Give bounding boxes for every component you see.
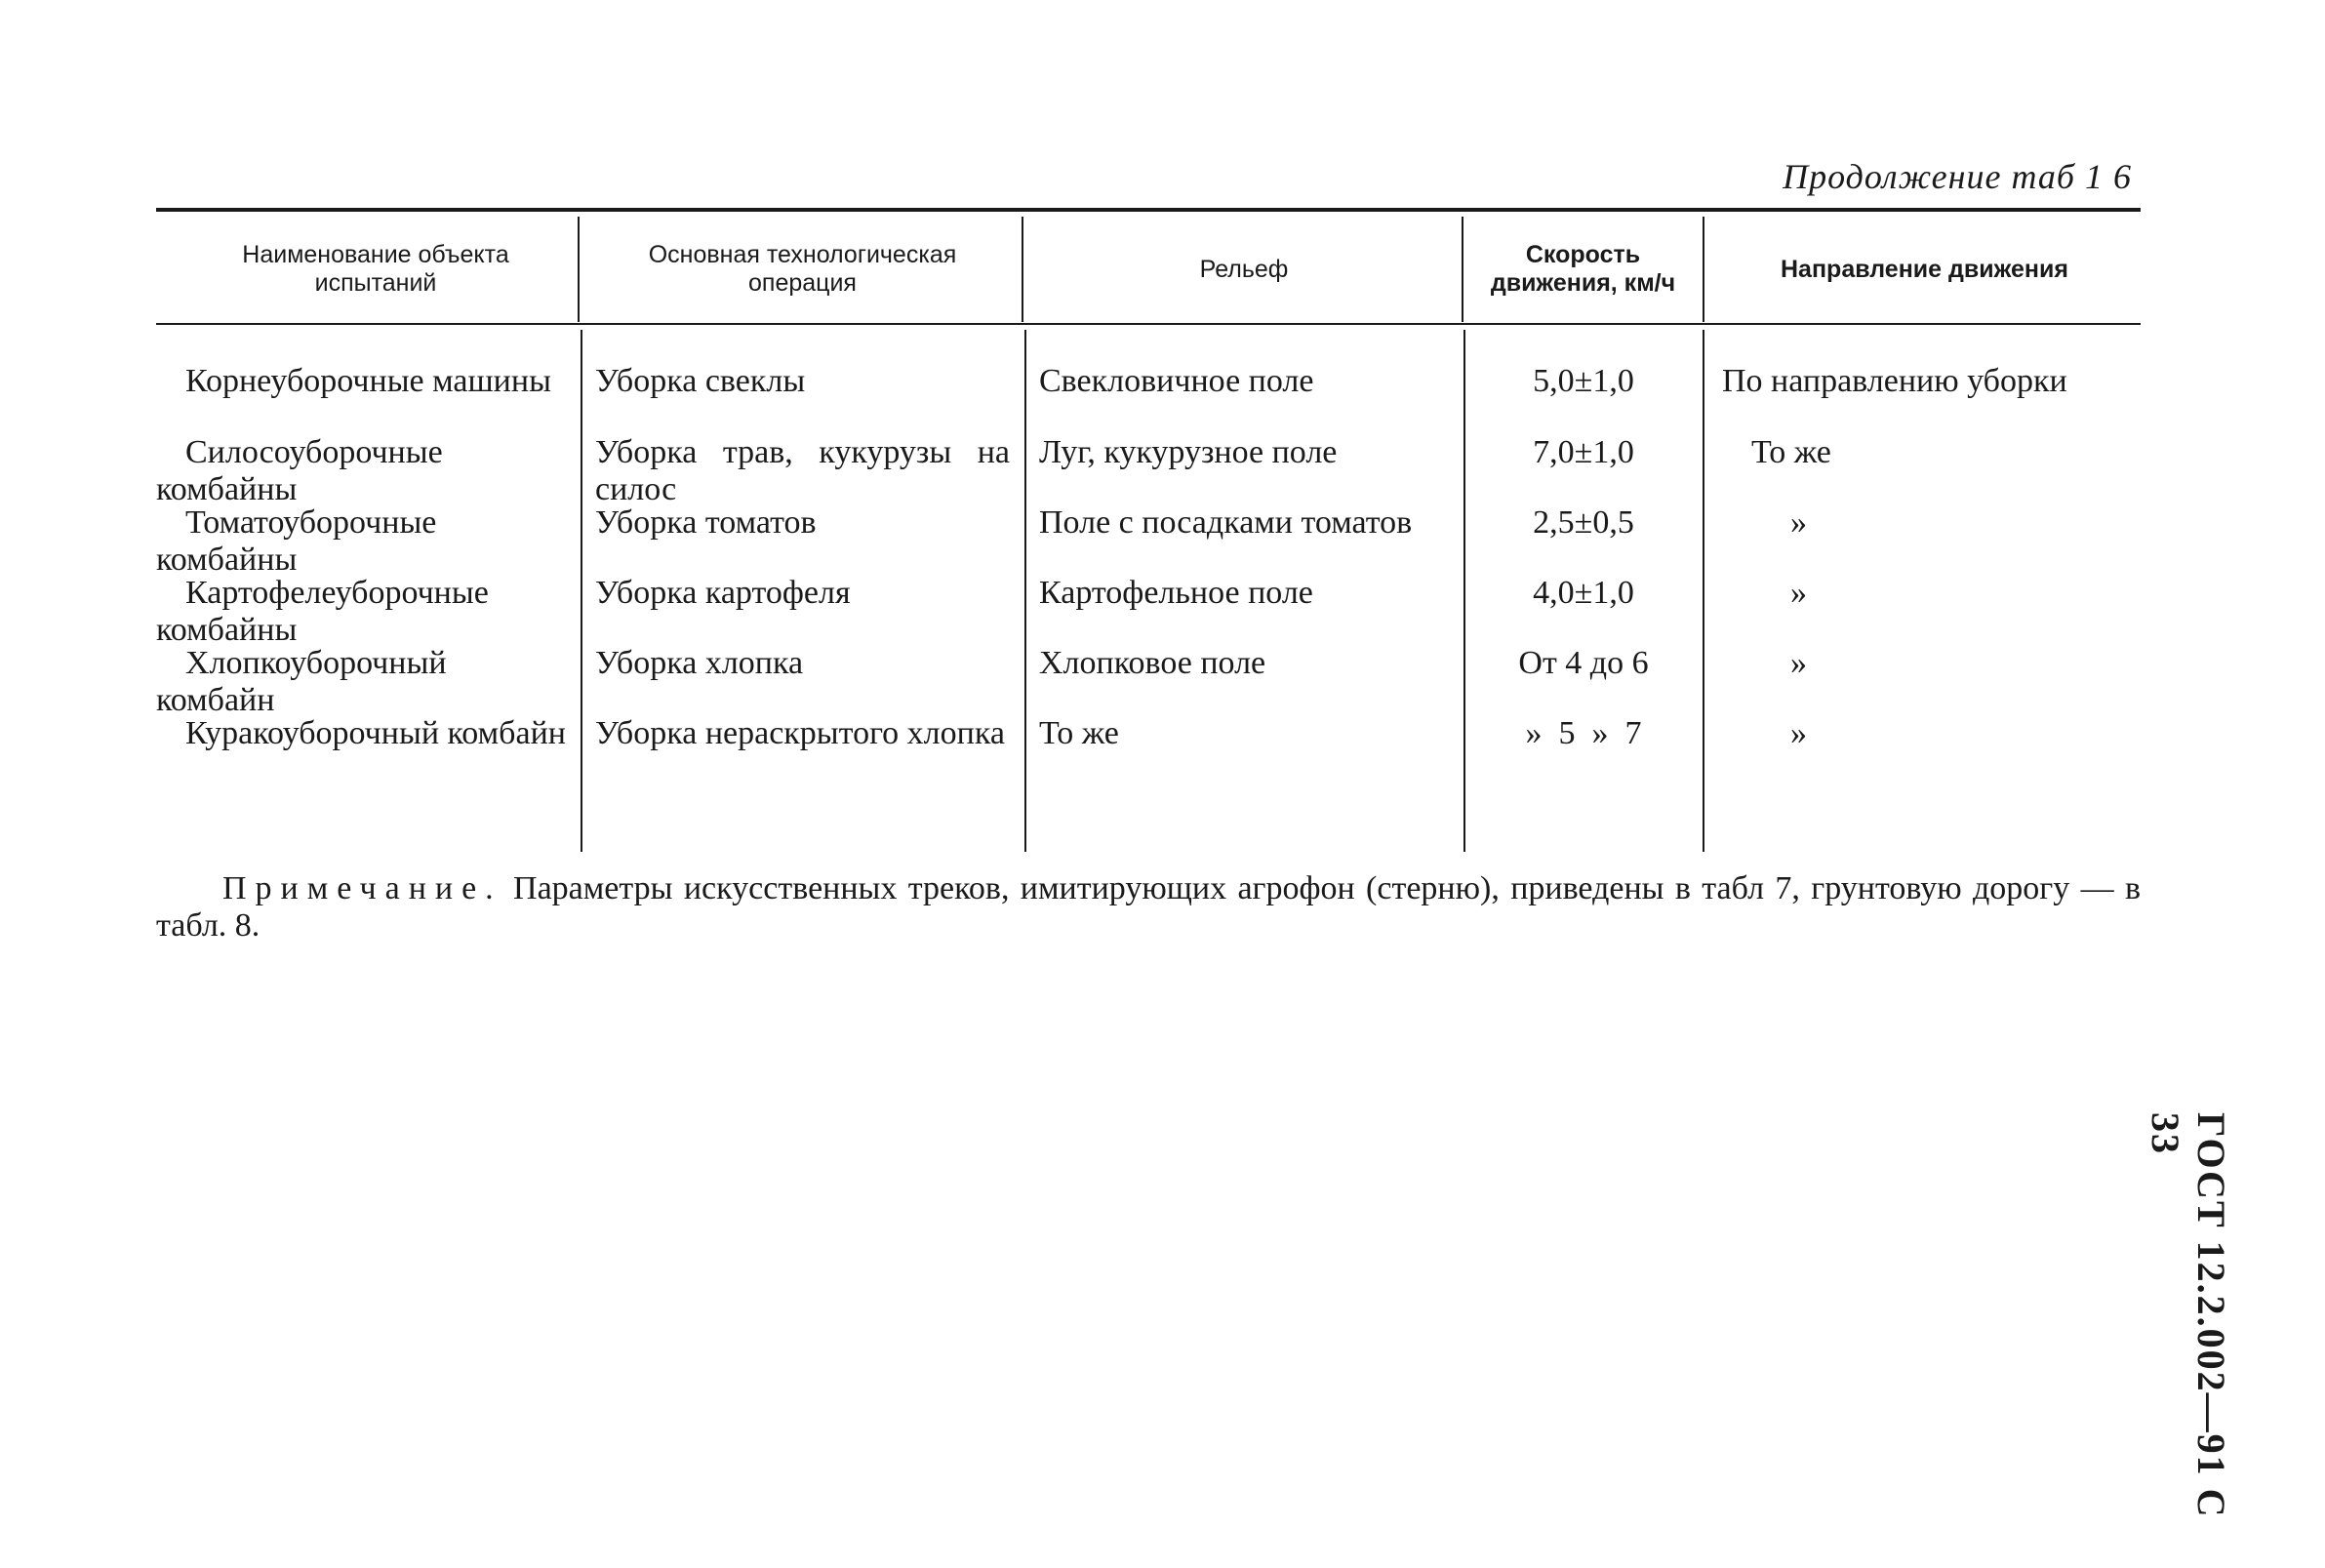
cell-object-name: Корнеуборочные машины	[185, 363, 551, 399]
header-bottom-rule	[156, 323, 2141, 325]
cell-speed: 2,5±0,5	[1533, 504, 1634, 541]
cell-relief: Поле с посадками томатов	[1039, 504, 1413, 541]
header-divider	[1462, 217, 1463, 322]
cell-operation: Уборка трав, кукурузы на силос	[595, 434, 1010, 507]
cell-direction: »	[1790, 575, 1807, 611]
header-divider	[578, 217, 580, 322]
cell-speed: 5,0±1,0	[1533, 363, 1634, 399]
cell-relief: Картофельное поле	[1039, 575, 1313, 611]
cell-object-name: Томатоуборочные комбайны	[156, 504, 437, 578]
cell-direction: То же	[1751, 434, 1831, 470]
note-text: Параметры искусственных треков, имитирующих агрофон (стерню), приведены в табл 7, грунтовую дорогу — в табл. 8.	[156, 870, 2141, 944]
header-speed: Скорость движения, км/ч	[1490, 241, 1676, 297]
cell-operation: Уборка нераскрытого хлопка	[595, 715, 1005, 751]
cell-operation: Уборка свеклы	[595, 363, 806, 399]
cell-relief: Свекловичное поле	[1039, 363, 1314, 399]
table-note	[156, 870, 2141, 945]
cell-speed: » 5 » 7	[1525, 715, 1642, 751]
column-divider	[1024, 330, 1026, 852]
header-relief: Рельеф	[1199, 255, 1289, 283]
column-divider	[581, 330, 582, 852]
cell-relief: Хлопковое поле	[1039, 645, 1266, 681]
cell-operation: Уборка картофеля	[595, 575, 851, 611]
cell-object-name: Картофелеуборочные комбайны	[156, 575, 489, 648]
standard-page-label: ГОСТ 12.2.002—91 С 33	[2144, 1112, 2233, 1519]
cell-object-name: Куракоуборочный комбайн	[185, 715, 566, 751]
cell-object-name: Силосоуборочные комбайны	[156, 434, 443, 507]
cell-speed: 7,0±1,0	[1533, 434, 1634, 470]
table-top-rule	[156, 208, 2141, 212]
cell-direction: »	[1790, 645, 1807, 681]
cell-direction: По направлению уборки	[1722, 363, 2067, 399]
note-label: Примечание.	[222, 870, 502, 906]
table-continuation-caption: Продолжение таб 1 6	[1783, 157, 2132, 196]
column-divider	[1463, 330, 1465, 852]
header-divider	[1022, 217, 1023, 322]
header-object-name: Наименование объекта испытаний	[242, 241, 509, 297]
column-divider	[1703, 330, 1704, 852]
cell-speed: От 4 до 6	[1518, 645, 1649, 681]
cell-relief: Луг, кукурузное поле	[1039, 434, 1338, 470]
cell-operation: Уборка хлопка	[595, 645, 804, 681]
cell-object-name: Хлопкоуборочный комбайн	[156, 645, 447, 718]
cell-speed: 4,0±1,0	[1533, 575, 1634, 611]
header-divider	[1703, 217, 1704, 322]
header-direction: Направление движения	[1780, 255, 2068, 283]
cell-operation: Уборка томатов	[595, 504, 817, 541]
header-operation: Основная технологическая операция	[648, 241, 957, 297]
cell-direction: »	[1790, 715, 1807, 751]
cell-relief: То же	[1039, 715, 1119, 751]
cell-direction: »	[1790, 504, 1807, 541]
